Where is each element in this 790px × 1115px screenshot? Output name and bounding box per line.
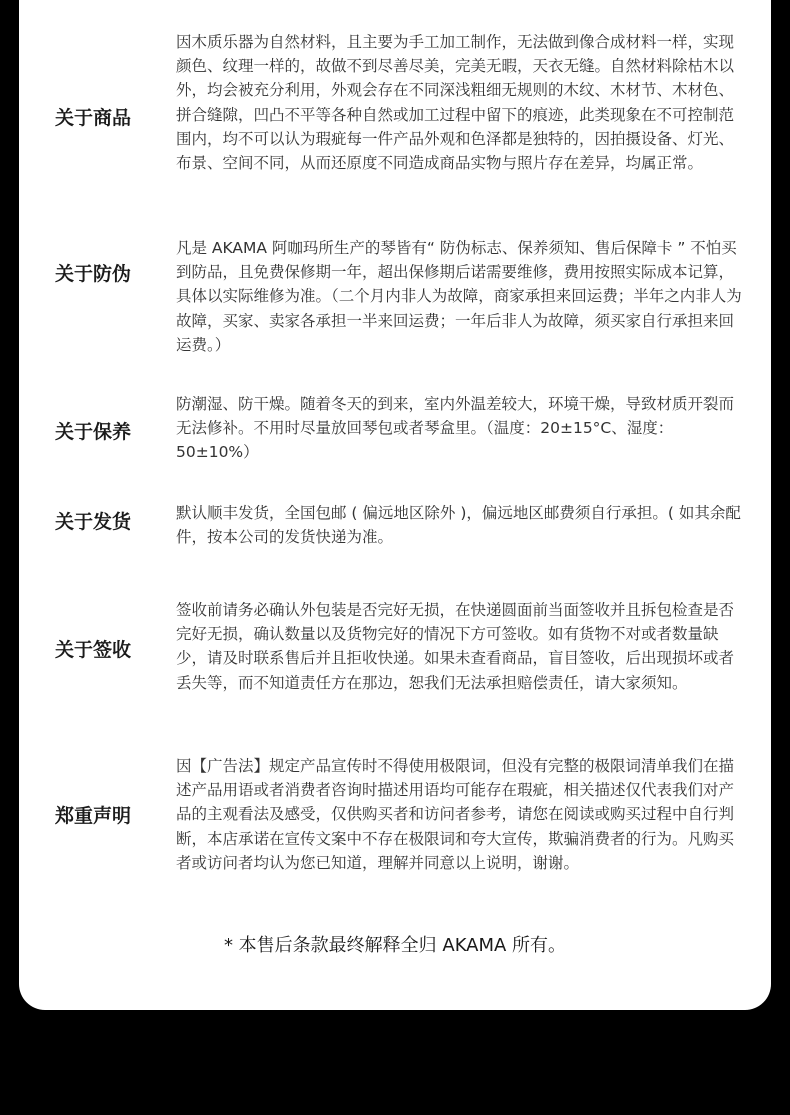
section-heading: 关于保养 xyxy=(55,421,132,443)
section-body: 签收前请务必确认外包装是否完好无损，在快递圆面前当面签收并且拆包检查是否完好无损，确认数量以及货物完好的情况下方可签收。如有货物不对或者数量缺少，请及时联系售后并且拒收快递。如果未查看商品，盲目签收，后出现损坏或者丢失等，而不知道责任方在那边，恕我们无法承担赔偿责任，请大家须知。 xyxy=(176,601,735,692)
section-body: 因【广告法】规定产品宣传时不得使用极限词，但没有完整的极限词清单我们在描述产品用语或者消费者咨询时描述用语均可能存在瑕疵，相关描述仅代表我们对产品的主观看法及感受，仅供购买者和访问者参考，请您在阅读或购买过程中自行判断，本店承诺在宣传文案中不存在极限词和夸大宣传，欺骗消费者的行为。凡购买者或访问者均认为您已知道，理解并同意以上说明，谢谢。 xyxy=(176,757,735,872)
terms-card xyxy=(19,0,771,1010)
section-heading: 关于商品 xyxy=(55,107,132,129)
section-heading: 关于防伪 xyxy=(55,263,132,285)
section-body: 凡是 AKAMA 阿咖玛所生产的琴皆有“ 防伪标志、保养须知、售后保障卡 ” 不怕买到防品，且免费保修期一年，超出保修期后诺需要维修，费用按照实际成本记算，具体以实际维修为准。（二个月内非人为故障，商家承担来回运费；半年之内非人为故障，买家、卖家各承担一半来回运费；一年后非人为故障，须买家自行承担来回运费。） xyxy=(176,239,742,354)
section-heading: 郑重声明 xyxy=(55,805,132,827)
footer-note: * 本售后条款最终解释全归 AKAMA 所有。 xyxy=(223,935,567,956)
section-body: 默认顺丰发货，全国包邮 ( 偏远地区除外 )，偏远地区邮费须自行承担。( 如其余配件，按本公司的发货快递为准。 xyxy=(176,504,741,547)
section-heading: 关于发货 xyxy=(55,511,132,533)
section-heading: 关于签收 xyxy=(55,639,132,661)
section-body: 因木质乐器为自然材料，且主要为手工加工制作，无法做到像合成材料一样，实现颜色、纹理一样的，故做不到尽善尽美，完美无暇，天衣无缝。自然材料除枯木以外，均会被充分利用，外观会存在不同深浅粗细无规则的木纹、木材节、木材色、拼合缝隙，凹凸不平等各种自然或加工过程中留下的痕迹，此类现象在不可控制范围内，均不可以认为瑕疵每一件产品外观和色泽都是独特的，因拍摄设备、灯光、布景、空间不同，从而还原度不同造成商品实物与照片存在差异，均属正常。 xyxy=(176,33,735,173)
section-body: 防潮湿、防干燥。随着冬天的到来，室内外温差较大，环境干燥，导致材质开裂而无法修补。不用时尽量放回琴包或者琴盒里。（温度：20±15°C、湿度：50±10%） xyxy=(176,395,735,462)
